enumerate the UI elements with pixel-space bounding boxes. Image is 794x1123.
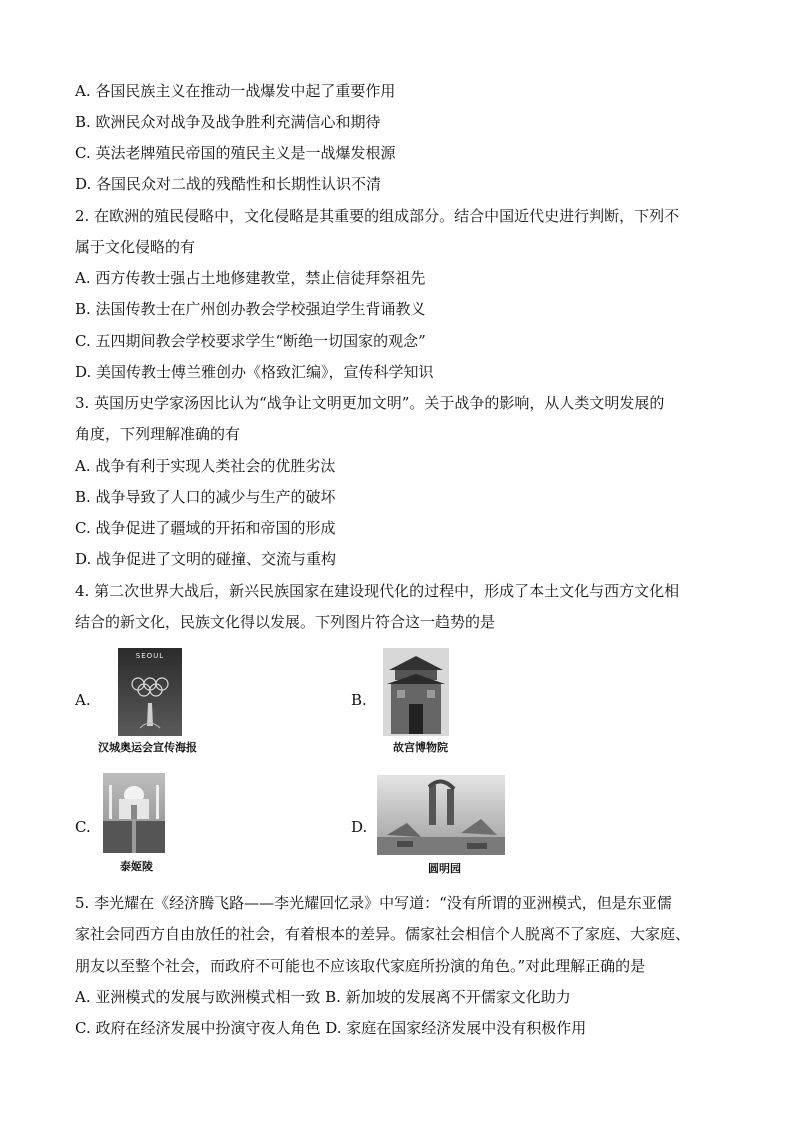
q2-stem-line-2: 属于文化侵略的有 bbox=[75, 238, 196, 256]
q5-stem-line-1: 5. 李光耀在《经济腾飞路——李光耀回忆录》中写道：“没有所谓的亚洲模式，但是东亚儒 bbox=[75, 894, 672, 912]
palace-museum-image bbox=[383, 648, 449, 736]
q4-option-a-letter: A. bbox=[75, 691, 91, 709]
q4-option-c-caption: 泰姬陵 bbox=[120, 860, 153, 873]
q4-option-c-letter: C. bbox=[75, 818, 91, 836]
olympic-rings-icon bbox=[118, 648, 182, 736]
poster-title-text: SEOUL bbox=[135, 652, 165, 660]
q3-stem-line-2: 角度，下列理解准确的有 bbox=[75, 425, 241, 443]
q3-option-a: A. 战争有利于实现人类社会的优胜劣汰 bbox=[75, 457, 336, 475]
q1-option-d: D. 各国民众对二战的残酷性和长期性认识不清 bbox=[75, 175, 382, 193]
q3-option-d: D. 战争促进了文明的碰撞、交流与重构 bbox=[75, 550, 337, 568]
q4-option-b-letter: B. bbox=[351, 691, 367, 709]
q5-options-line-2: C. 政府在经济发展中扮演守夜人角色 D. 家庭在国家经济发展中没有积极作用 bbox=[75, 1019, 587, 1037]
q3-option-c: C. 战争促进了疆域的开拓和帝国的形成 bbox=[75, 519, 336, 537]
q5-options-line-1: A. 亚洲模式的发展与欧洲模式相一致 B. 新加坡的发展离不开儒家文化助力 bbox=[75, 988, 571, 1006]
q4-option-d-caption: 圆明园 bbox=[428, 862, 461, 875]
taj-mahal-icon bbox=[103, 773, 165, 853]
q1-option-a: A. 各国民族主义在推动一战爆发中起了重要作用 bbox=[75, 82, 396, 100]
q2-option-a: A. 西方传教士强占土地修建教堂，禁止信徒拜祭祖先 bbox=[75, 269, 426, 287]
q1-option-b: B. 欧洲民众对战争及战争胜利充满信心和期待 bbox=[75, 113, 381, 131]
q4-option-b-caption: 故宫博物院 bbox=[393, 741, 448, 754]
q3-stem-line-1: 3. 英国历史学家汤因比认为“战争让文明更加文明”。关于战争的影响，从人类文明发展的 bbox=[75, 394, 665, 412]
q4-stem-line-2: 结合的新文化，民族文化得以发展。下列图片符合这一趋势的是 bbox=[75, 613, 496, 631]
q2-stem-line-1: 2. 在欧洲的殖民侵略中，文化侵略是其重要的组成部分。结合中国近代史进行判断，下列不 bbox=[75, 207, 680, 225]
q3-option-b: B. 战争导致了人口的减少与生产的破坏 bbox=[75, 488, 336, 506]
q4-option-a-caption: 汉城奥运会宣传海报 bbox=[98, 741, 197, 754]
ruins-icon bbox=[377, 775, 505, 855]
q5-stem-line-3: 朋友以至整个社会，而政府不可能也不应该取代家庭所扮演的角色。”对此理解正确的是 bbox=[75, 957, 646, 975]
q4-stem-line-1: 4. 第二次世界大战后，新兴民族国家在建设现代化的过程中，形成了本土文化与西方文化相 bbox=[75, 582, 680, 600]
q4-option-d-letter: D. bbox=[351, 818, 368, 836]
q5-stem-line-2: 家社会同西方自由放任的社会，有着根本的差异。儒家社会相信个人脱离不了家庭、大家庭、 bbox=[75, 925, 691, 943]
yuanmingyuan-ruins-image bbox=[377, 775, 505, 855]
q2-option-d: D. 美国传教士傅兰雅创办《格致汇编》，宣传科学知识 bbox=[75, 363, 434, 381]
q2-option-b: B. 法国传教士在广州创办教会学校强迫学生背诵教义 bbox=[75, 300, 426, 318]
palace-gate-icon bbox=[383, 648, 449, 736]
q2-option-c: C. 五四期间教会学校要求学生“断绝一切国家的观念” bbox=[75, 332, 426, 350]
seoul-olympics-poster-image bbox=[118, 648, 182, 736]
taj-mahal-image bbox=[103, 773, 165, 853]
q1-option-c: C. 英法老牌殖民帝国的殖民主义是一战爆发根源 bbox=[75, 144, 396, 162]
